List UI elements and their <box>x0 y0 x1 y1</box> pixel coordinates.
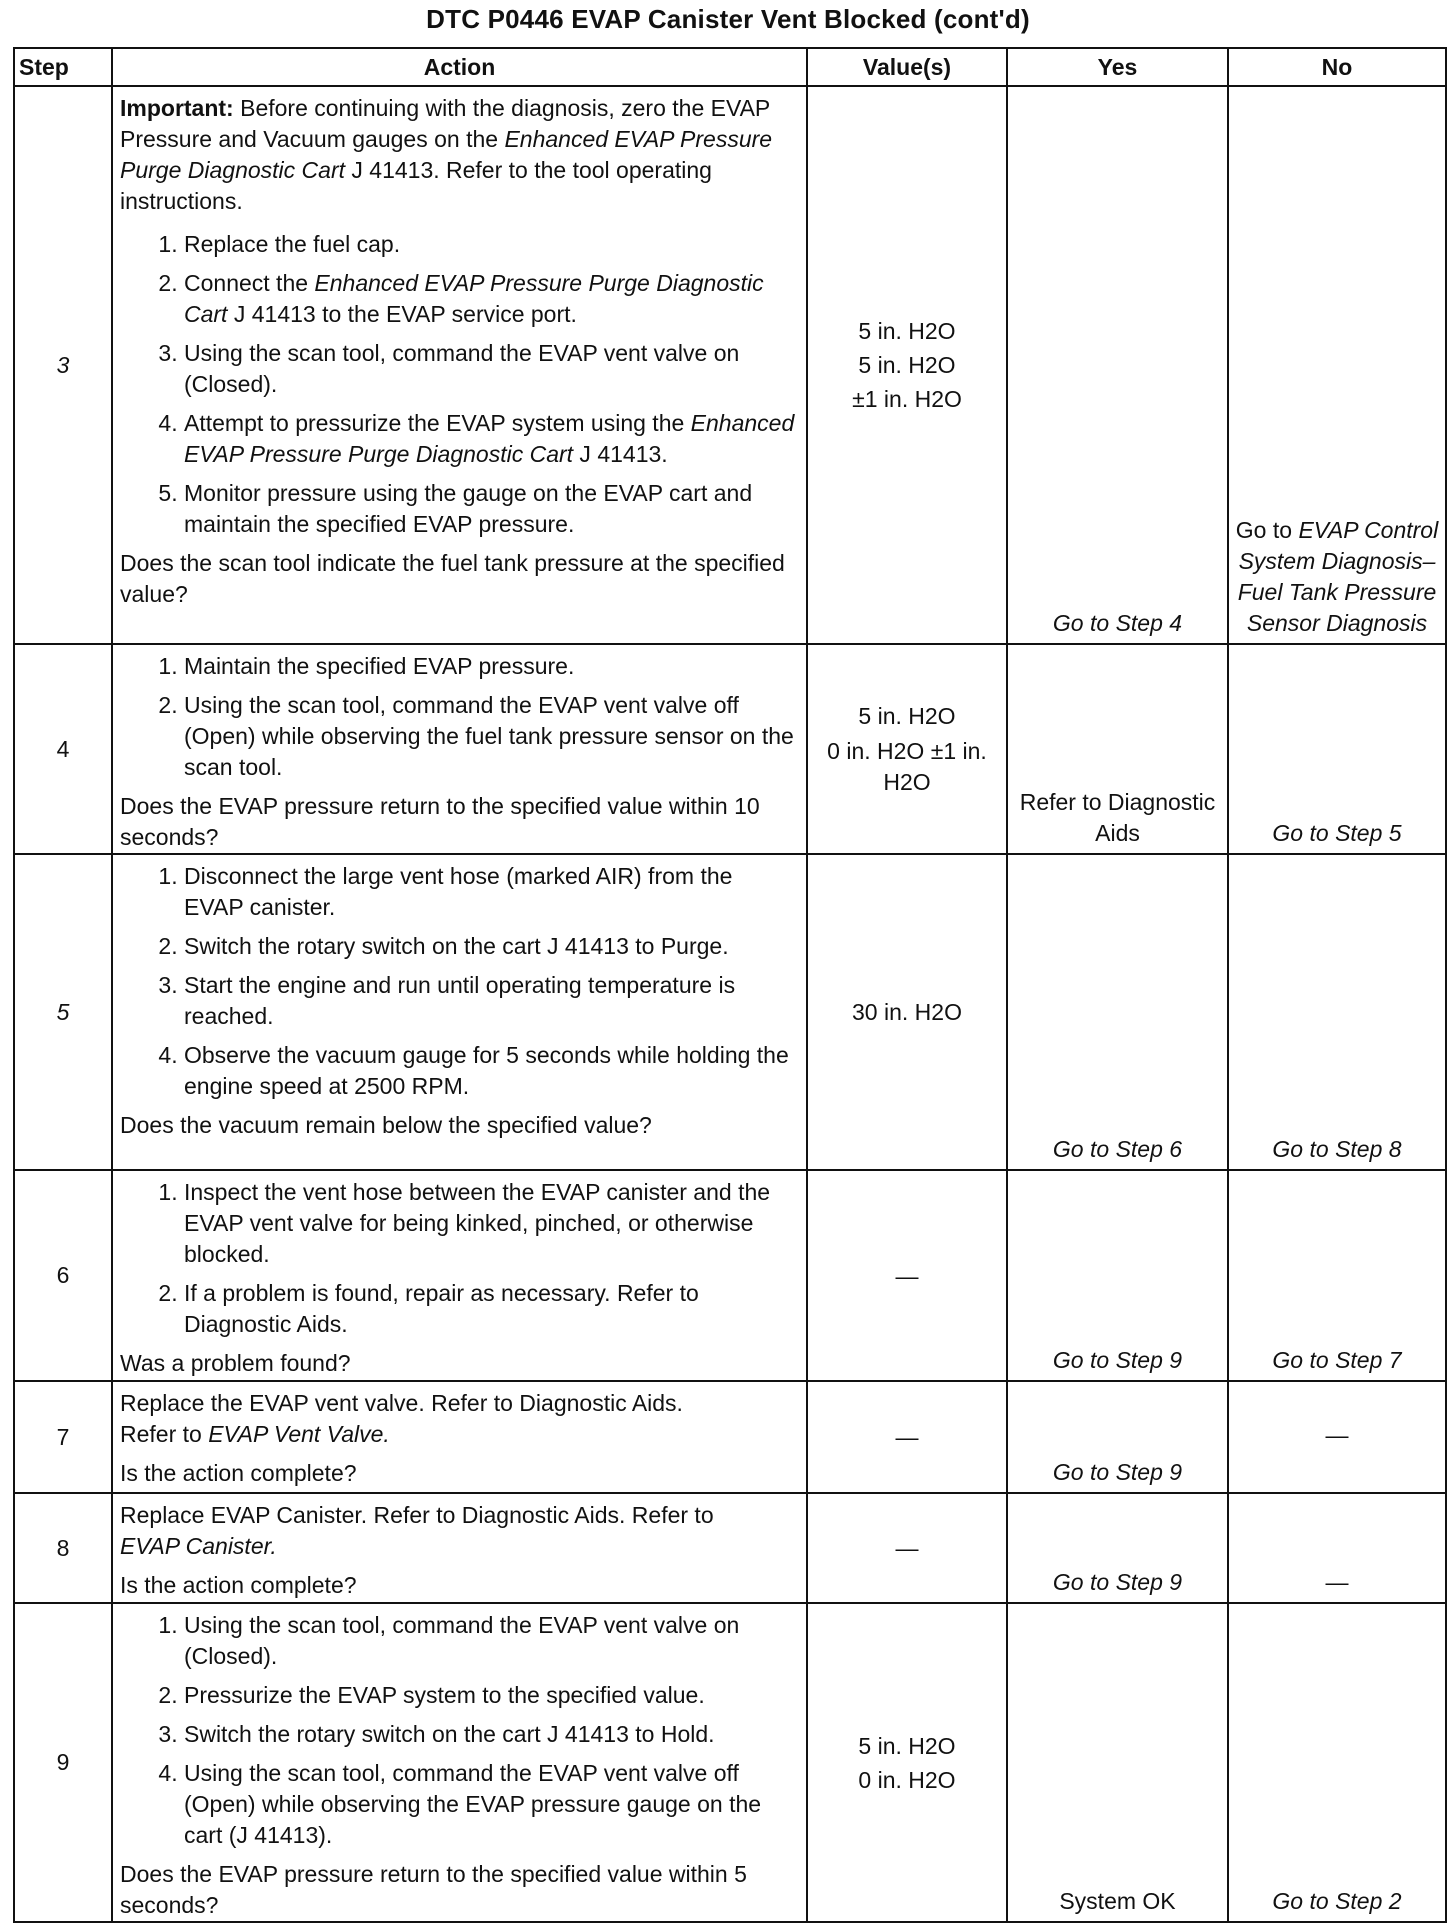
action-question: Is the action complete? <box>120 1460 357 1486</box>
value: — <box>895 1262 919 1289</box>
value: 0 in. H2O ±1 in. H2O <box>827 737 987 795</box>
action-step: 3. Using the scan tool, command the EVAP vent valve on (Closed). <box>184 338 798 400</box>
action-question: Does the scan tool indicate the fuel tank pressure at the specified value? <box>120 550 785 607</box>
action-step: 4. Observe the vacuum gauge for 5 seconds while holding the engine speed at 2500 RPM. <box>184 1040 798 1102</box>
action-text: EVAP Canister. <box>120 1533 277 1559</box>
step-number: 6 <box>14 1170 112 1381</box>
action-step: 2. If a problem is found, repair as necessary. Refer to Diagnostic Aids. <box>184 1278 798 1340</box>
yes-cell: Go to Step 9 <box>1007 1170 1228 1381</box>
important-note <box>120 93 798 217</box>
header-step: Step <box>14 48 112 86</box>
yes-cell: Go to Step 9 <box>1007 1493 1228 1603</box>
action-cell <box>112 1493 807 1603</box>
step-number: 4 <box>14 644 112 854</box>
action-text: Replace the EVAP vent valve. Refer to Diagnostic Aids. <box>120 1390 683 1416</box>
table-row-step-3 <box>14 86 1446 644</box>
action-question: Does the EVAP pressure return to the specified value within 10 seconds? <box>120 793 760 850</box>
table-row-step-6 <box>14 1170 1446 1381</box>
action-step: 2. Connect the Enhanced EVAP Pressure Purge Diagnostic Cart J 41413 to the EVAP service port. <box>184 268 798 330</box>
step-number: 9 <box>14 1603 112 1922</box>
header-action: Action <box>112 48 807 86</box>
action-steps <box>120 229 798 540</box>
page-title: DTC P0446 EVAP Canister Vent Blocked (cont'd) <box>426 4 1030 34</box>
action-steps <box>120 651 798 783</box>
diagnostic-table <box>13 47 1447 1923</box>
action-step: 5. Monitor pressure using the gauge on the EVAP cart and maintain the specified EVAP pressure. <box>184 478 798 540</box>
table-row-step-7 <box>14 1381 1446 1493</box>
action-steps <box>120 861 798 1102</box>
action-cell <box>112 1603 807 1922</box>
step-number: 3 <box>14 86 112 644</box>
value: 0 in. H2O <box>858 1766 956 1793</box>
yes-cell: System OK <box>1007 1603 1228 1922</box>
value: 5 in. H2O <box>858 352 956 378</box>
values-cell <box>807 1170 1007 1381</box>
step-number: 7 <box>14 1381 112 1493</box>
action-question: Is the action complete? <box>120 1572 357 1598</box>
action-cell <box>112 854 807 1170</box>
action-text: Replace EVAP Canister. Refer to Diagnostic Aids. Refer to <box>120 1502 714 1528</box>
values-cell <box>807 854 1007 1170</box>
table-row-step-8 <box>14 1493 1446 1603</box>
action-steps <box>120 1177 798 1340</box>
action-step: 1. Maintain the specified EVAP pressure. <box>184 651 798 682</box>
value: 5 in. H2O <box>858 318 956 344</box>
values-cell <box>807 1493 1007 1603</box>
no-cell: Go to Step 7 <box>1228 1170 1446 1381</box>
header-values: Value(s) <box>807 48 1007 86</box>
no-cell: Go to Step 8 <box>1228 854 1446 1170</box>
yes-cell: Go to Step 9 <box>1007 1381 1228 1493</box>
action-step: 2. Pressurize the EVAP system to the specified value. <box>184 1680 798 1711</box>
action-step: 2. Using the scan tool, command the EVAP vent valve off (Open) while observing the fuel tank pressure sensor on the scan tool. <box>184 690 798 783</box>
step-number: 8 <box>14 1493 112 1603</box>
table-header-row <box>14 48 1446 86</box>
action-step: 4. Attempt to pressurize the EVAP system using the Enhanced EVAP Pressure Purge Diagnostic Cart J 41413. <box>184 408 798 470</box>
table-row-step-5 <box>14 854 1446 1170</box>
value: — <box>895 1535 919 1561</box>
values-cell <box>807 86 1007 644</box>
value: — <box>895 1424 919 1450</box>
tool-name: Enhanced EVAP Pressure Purge Diagnostic Cart <box>120 126 773 183</box>
action-cell <box>112 1381 807 1493</box>
value: 30 in. H2O <box>852 999 962 1025</box>
action-question: Does the EVAP pressure return to the specified value within 5 seconds? <box>120 1861 747 1918</box>
table-row-step-9 <box>14 1603 1446 1922</box>
action-cell <box>112 1170 807 1381</box>
action-step: 1. Disconnect the large vent hose (marked AIR) from the EVAP canister. <box>184 861 798 923</box>
action-step: 1. Using the scan tool, command the EVAP vent valve on (Closed). <box>184 1610 798 1672</box>
no-reference: EVAP Control System Diagnosis– Fuel Tank Pressure Sensor Diagnosis <box>1237 517 1439 636</box>
no-text: Go to <box>1235 517 1299 543</box>
values-cell <box>807 644 1007 854</box>
no-cell: Go to Step 5 <box>1228 644 1446 854</box>
header-yes: Yes <box>1007 48 1228 86</box>
action-cell <box>112 86 807 644</box>
value: 5 in. H2O <box>858 1732 956 1759</box>
yes-cell: Go to Step 4 <box>1007 86 1228 644</box>
action-step: 2. Switch the rotary switch on the cart J 41413 to Purge. <box>184 931 798 962</box>
values-cell <box>807 1603 1007 1922</box>
value: 5 in. H2O <box>858 702 956 729</box>
table-row-step-4 <box>14 644 1446 854</box>
step-number: 5 <box>14 854 112 1170</box>
no-cell <box>1228 86 1446 644</box>
yes-cell: Refer to Diagnostic Aids <box>1007 644 1228 854</box>
important-label: Important: <box>120 95 234 121</box>
header-no: No <box>1228 48 1446 86</box>
action-step: 1. Replace the fuel cap. <box>184 229 798 260</box>
no-cell: — <box>1228 1381 1446 1493</box>
values-cell <box>807 1381 1007 1493</box>
action-step: 1. Inspect the vent hose between the EVAP canister and the EVAP vent valve for being kinked, pinched, or otherwise blocked. <box>184 1177 798 1270</box>
action-steps <box>120 1610 798 1851</box>
action-step: 4. Using the scan tool, command the EVAP vent valve off (Open) while observing the EVAP pressure gauge on the cart (J 41413). <box>184 1758 798 1851</box>
action-text: Refer to EVAP Vent Valve. <box>120 1421 390 1447</box>
action-cell <box>112 644 807 854</box>
action-question: Does the vacuum remain below the specified value? <box>120 1112 652 1138</box>
no-cell: Go to Step 2 <box>1228 1603 1446 1922</box>
important-text: Before continuing with the diagnosis, zero the EVAP Pressure and Vacuum gauges on the <box>120 95 770 152</box>
action-step: 3. Switch the rotary switch on the cart J 41413 to Hold. <box>184 1719 798 1750</box>
yes-cell: Go to Step 6 <box>1007 854 1228 1170</box>
no-cell: — <box>1228 1493 1446 1603</box>
value: ±1 in. H2O <box>852 386 962 412</box>
action-question: Was a problem found? <box>120 1350 351 1376</box>
action-step: 3. Start the engine and run until operating temperature is reached. <box>184 970 798 1032</box>
important-text: J 41413. Refer to the tool operating instructions. <box>120 157 712 214</box>
